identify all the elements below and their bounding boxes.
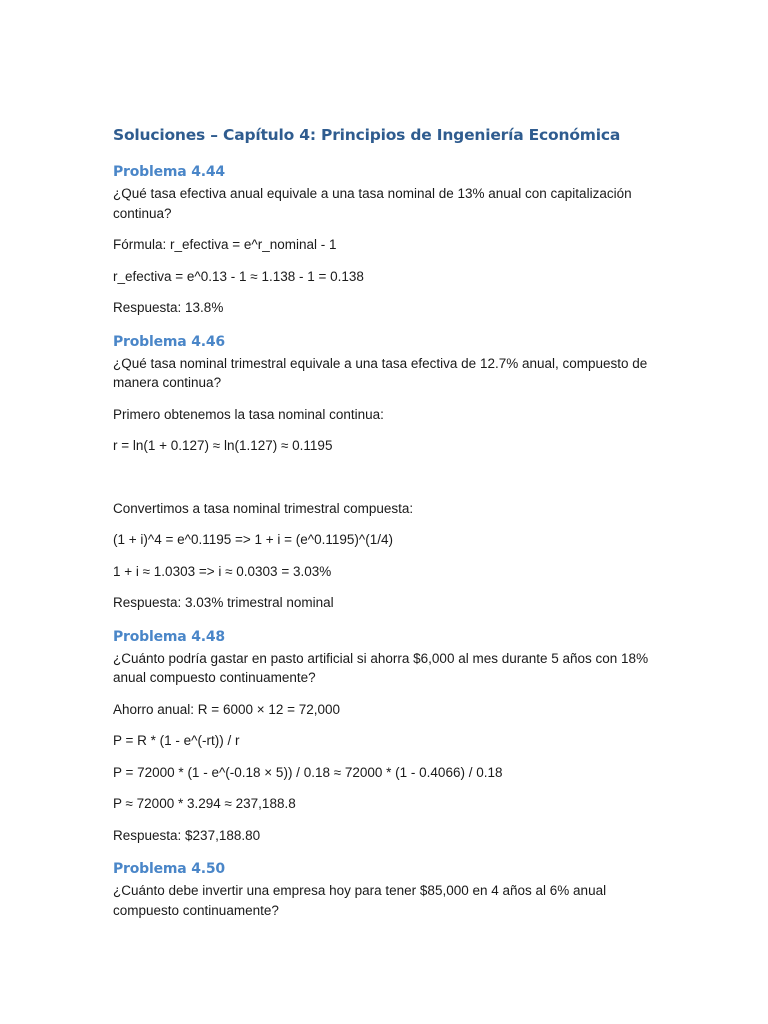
problem-section-4-50: [113, 859, 658, 920]
problem-section-4-46: [113, 332, 658, 613]
formula-line: P = R * (1 - e^(-rt)) / r: [113, 733, 240, 748]
problem-heading: Problema 4.46: [113, 333, 225, 350]
calculation-line: Ahorro anual: R = 6000 × 12 = 72,000: [113, 701, 341, 717]
calculation-line: P ≈ 72000 * 3.294 ≈ 237,188.8: [113, 796, 296, 811]
calculation-line: r_efectiva = e^0.13 - 1 ≈ 1.138 - 1 = 0.138: [113, 268, 364, 284]
calculation-line: r = ln(1 + 0.127) ≈ ln(1.127) ≈ 0.1195: [113, 438, 333, 453]
explanation-line: Convertimos a tasa nominal trimestral compuesta:: [113, 500, 414, 516]
problem-section-4-44: [113, 162, 658, 318]
calculation-line: 1 + i ≈ 1.0303 => i ≈ 0.0303 = 3.03%: [113, 563, 332, 579]
problem-question: ¿Qué tasa efectiva anual equivale a una tasa nominal de 13% anual con capitalización continua?: [113, 186, 632, 221]
problem-section-4-48: [113, 627, 658, 846]
document-content: [113, 124, 658, 932]
problem-heading: Problema 4.44: [113, 164, 225, 180]
calculation-line: (1 + i)^4 = e^0.1195 => 1 + i = (e^0.1195)^(1/4): [113, 532, 394, 547]
document-title: Soluciones – Capítulo 4: Principios de Ingeniería Económica: [113, 126, 621, 144]
problem-question: ¿Qué tasa nominal trimestral equivale a una tasa efectiva de 12.7% anual, compuesto de manera continua?: [113, 355, 648, 390]
calculation-line: P = 72000 * (1 - e^(-0.18 × 5)) / 0.18 ≈ 72000 * (1 - 0.4066) / 0.18: [113, 764, 503, 780]
answer-line: Respuesta: 3.03% trimestral nominal: [113, 595, 334, 610]
answer-line: Respuesta: $237,188.80: [113, 827, 261, 843]
answer-line: Respuesta: 13.8%: [113, 300, 224, 315]
problem-question: ¿Cuánto podría gastar en pasto artificial si ahorra $6,000 al mes durante 5 años con 18% anual compuesto continuamente?: [113, 650, 649, 685]
problem-heading: Problema 4.50: [113, 861, 225, 877]
problem-heading: Problema 4.48: [113, 628, 225, 645]
formula-line: Fórmula: r_efectiva = e^r_nominal - 1: [113, 237, 337, 252]
problem-question: ¿Cuánto debe invertir una empresa hoy para tener $85,000 en 4 años al 6% anual compuesto continuamente?: [113, 883, 607, 918]
explanation-line: Primero obtenemos la tasa nominal continua:: [113, 406, 384, 422]
